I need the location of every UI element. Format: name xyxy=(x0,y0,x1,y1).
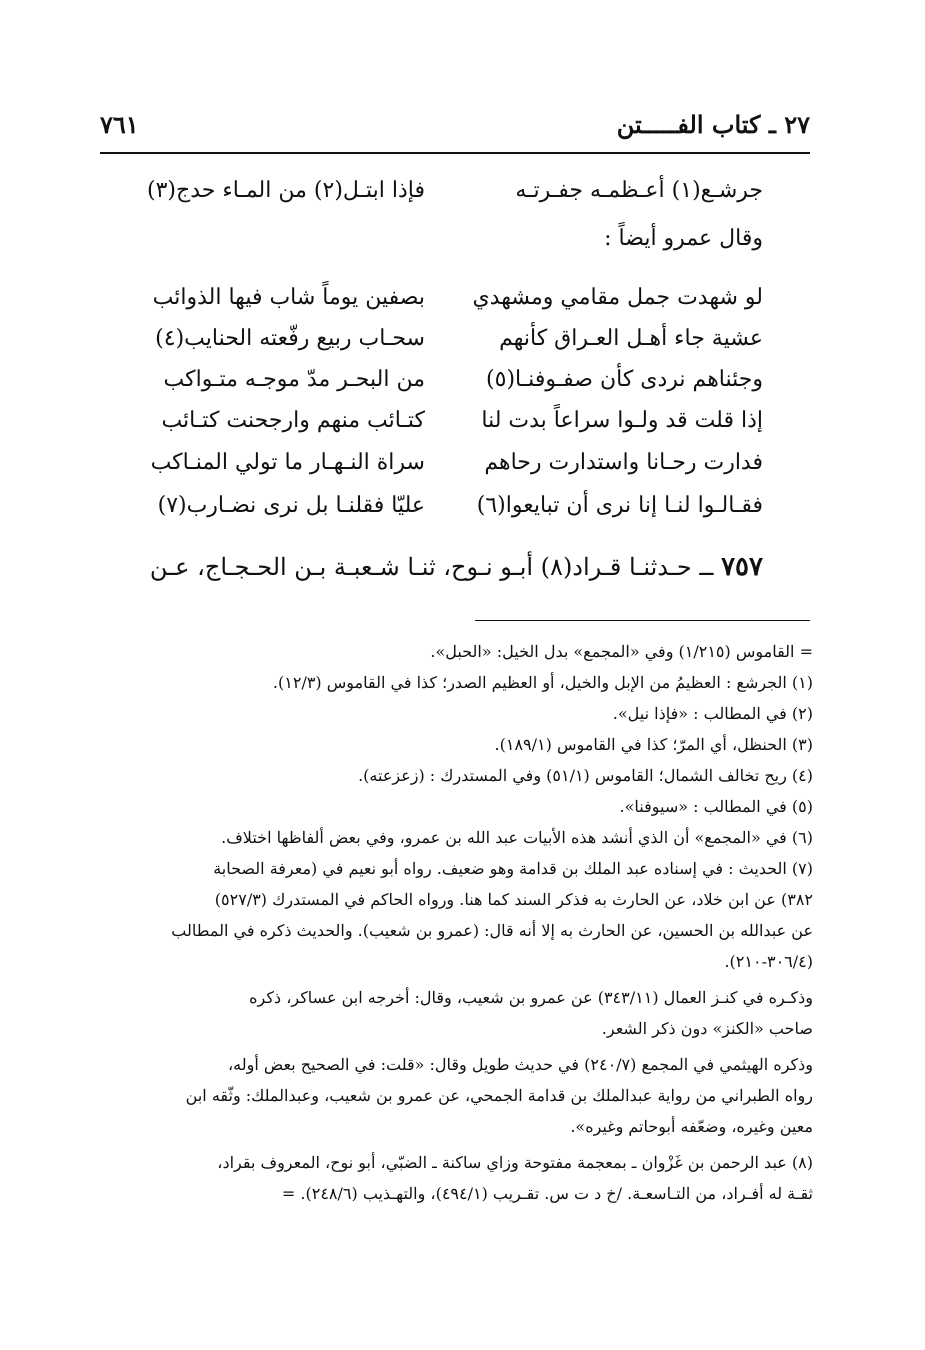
page-number: ٧٦١ xyxy=(100,110,139,139)
verse-hemistich-left: بصفين يوماً شاب فيها الذوائب xyxy=(152,285,425,310)
hadith-line xyxy=(103,552,763,582)
footnote-line: (٤) ريح تخالف الشمال؛ القاموس (٥١/١) وفي المستدرك : (زعزعته). xyxy=(358,766,813,785)
verse-hemistich-right: وجئناهم نردى كأن صفـوفنـا(٥) xyxy=(486,367,763,392)
verse-hemistich-right: إذا قلت قد ولـوا سراعاً بدت لنا xyxy=(481,408,763,433)
footnote-line: معين وغيره، وضعّفه أبوحاتم وغيره». xyxy=(570,1117,813,1136)
verse-hemistich-left: من البحـر مدّ موجـه متـواكب xyxy=(163,367,425,392)
footnote-line: وذكره الهيثمي في المجمع (٢٤٠/٧) في حديث طويل وقال: «قلت: في الصحيح بعض أوله، xyxy=(228,1055,813,1074)
verse-hemistich-right: لو شهدت جمل مقامي ومشهدي xyxy=(472,285,763,310)
footnote-line: (٥) في المطالب : «سيوفنا». xyxy=(619,797,813,816)
verse-hemistich-left: عليّا فقلنـا بل نرى نضـارب(٧) xyxy=(157,493,425,518)
footnote-line: وذكـره في كنـز العمال (٣٤٣/١١) عن عمرو بن شعيب، وقال: أخرجه ابن عساكر، ذكره xyxy=(249,988,813,1007)
verse-hemistich-left: سحـاب ربيع رفّعته الحنايب(٤) xyxy=(155,326,425,351)
verse-hemistich-left: سراة النـهـار ما تولي المنـاكب xyxy=(150,450,425,475)
poem-intro: وقال عمرو أيضاً : xyxy=(604,226,763,251)
footnote-line: (٦) في «المجمع» أن الذي أنشد هذه الأبيات عبد الله بن عمرو، وفي بعض ألفاظها اختلاف. xyxy=(221,828,813,847)
footnote-line: (٢) في المطالب : «فإذا نيل». xyxy=(612,704,813,723)
footnote-line: صاحب «الكنز» دون ذكر الشعر. xyxy=(601,1019,813,1038)
verse-hemistich-right: فقـالـوا لنـا إنا نرى أن تبايعوا(٦) xyxy=(476,493,763,518)
footnote-rule xyxy=(475,620,810,621)
verse-hemistich-right: جرشـع(١) أعـظمـه جفـرتـه xyxy=(515,178,763,203)
verse-hemistich-right: عشية جاء أهـل العـراق كأنهم xyxy=(499,326,763,351)
verse-hemistich-left: كتـائب منهم وارجحنت كتـائب xyxy=(161,408,425,433)
footnote-line: ثقـة له أفـراد، من التـاسعـة. /خ د ت س. تقـريب (٤٩٤/١)، والتهـذيب (٢٤٨/٦). = xyxy=(281,1184,813,1203)
verse-hemistich-right: فدارت رحـانا واستدارت رحاهم xyxy=(484,450,763,475)
hadith-number: ٧٥٧ xyxy=(721,552,763,582)
footnote-line: = القاموس (١/٢١٥) وفي «المجمع» بدل الخيل: «الحبل». xyxy=(430,642,813,661)
footnote-line: رواه الطبراني من رواية عبدالملك بن قدامة الجمحي، عن عمرو بن شعيب، وعبدالملك: وثّقه ابن xyxy=(185,1086,813,1105)
hadith-text: ــ حـدثنـا قـراد(٨) أبـو نـوح، ثنـا شـعبـة بـن الحـجـاج، عـن xyxy=(149,553,714,581)
footnote-line: (٨) عبد الرحمن بن غَزْوان ـ بمعجمة مفتوحة وزاي ساكنة ـ الضبّي، أبو نوح، المعروف بقراد، xyxy=(217,1153,813,1172)
footnote-line: (٣٠٦/٤-٢١٠). xyxy=(724,952,813,971)
chapter-title: ٢٧ ـ كتاب الفـــــتن xyxy=(616,110,810,139)
footnote-line: ٣٨٢) عن ابن خلاد، عن الحارث به فذكر السند كما هنا. ورواه الحاكم في المستدرك (٥٢٧/٣) xyxy=(214,890,813,909)
footnote-line: (٣) الحنظل، أي المرّ؛ كذا في القاموس (١٨٩/١). xyxy=(494,735,813,754)
header-rule xyxy=(100,152,810,154)
verse-hemistich-left: فإذا ابتـل(٢) من المـاء حدج(٣) xyxy=(147,178,425,203)
footnote-line: (٧) الحديث : في إسناده عبد الملك بن قدامة وهو ضعيف. رواه أبو نعيم في (معرفة الصحابة xyxy=(213,859,813,878)
footnote-line: عن عبدالله بن الحسين، عن الحارث به إلا أنه قال: (عمرو بن شعيب). والحديث ذكره في المطالب xyxy=(171,921,813,940)
footnote-line: (١) الجرشع : العظيمُ من الإبل والخيل، أو العظيم الصدر؛ كذا في القاموس (١٢/٣). xyxy=(272,673,813,692)
page-header xyxy=(100,106,810,146)
